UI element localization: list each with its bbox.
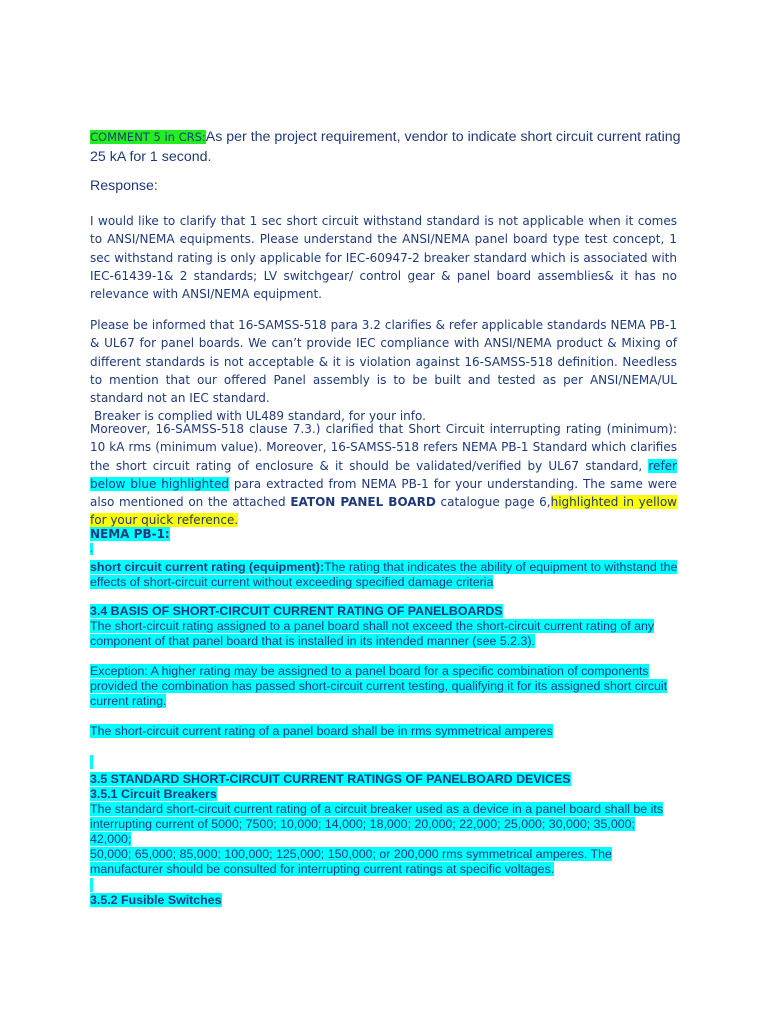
response-label: Response: xyxy=(90,178,158,194)
paragraph-3-part2: para extracted from NEMA PB-1 for your understanding. The same were also mentioned on the attached xyxy=(90,476,677,510)
paragraph-3-part3: catalogue page 6, xyxy=(440,495,551,510)
comment-text-line1: As per the project requirement, vendor to indicate short circuit current rating xyxy=(205,129,681,145)
nema-dot-text: . xyxy=(90,543,94,555)
section-3-4-text: The short-circuit rating assigned to a panel board shall not exceed the short-circuit current rating of any component of that panel board that is installed in its intended manner (see 5.2.3). xyxy=(90,619,655,648)
section-3-5-1-text-2: 50,000; 65,000; 85,000; 100,000; 125,000; 150,000; or 200,000 rms symmetrical amperes. The manufacturer should be consulted for interrupting current ratings at specific voltages. xyxy=(90,847,612,876)
paragraph-2-text: Please be informed that 16-SAMSS-518 para 3.2 clarifies & refer applicable standards NEMA PB-1 & UL67 for panel boards. We can’t provide IEC compliance with ANSI/NEMA product & Mixing of different standards is not acceptable & it is violation against 16-SAMSS-518 definition. Needless to mention that our offered Panel assembly is to be built and tested as per ANSI/NEMA/UL standard not an IEC standard. xyxy=(90,318,677,406)
section-3-5-1-text: The standard short-circuit current rating of a circuit breaker used as a device in a panel board shall be its interrupting current of 5000; 7500; 10,000; 14,000; 18,000; 20,000; 22,000; 25,000; 30,000; 35,000; 42,000; xyxy=(90,802,664,846)
paragraph-3-part1: Moreover, 16-SAMSS-518 clause 7.3.) clarified that Short Circuit interrupting rating (minimum): 10 kA rms (minimum value). Moreover, 16-SAMSS-518 refers NEMA PB-1 Standard which clarifies the short circuit rating of enclosure & it should be validated/verified by UL67 standard, xyxy=(90,422,677,473)
rms-text-content: The short-circuit current rating of a panel board shall be in rms symmetrical amperes xyxy=(90,724,553,738)
comment-block xyxy=(90,127,690,167)
nema-heading xyxy=(90,527,170,541)
comment-tag: COMMENT 5 in CRS: xyxy=(90,130,206,144)
rms-text xyxy=(90,724,678,739)
paragraph-3 xyxy=(90,420,677,530)
section-3-5-heading: 3.5 STANDARD SHORT-CIRCUIT CURRENT RATINGS OF PANELBOARD DEVICES xyxy=(90,772,571,786)
eaton-panel-board-label: EATON PANEL BOARD xyxy=(290,495,436,510)
section-3-5 xyxy=(90,772,678,877)
comment-text-line2: 25 kA for 1 second. xyxy=(90,149,212,165)
paragraph-2-last: Breaker is complied with UL489 standard, for your info. xyxy=(94,409,426,424)
paragraph-1: I would like to clarify that 1 sec short circuit withstand standard is not applicable when it comes to ANSI/NEMA equipments. Please understand the ANSI/NEMA panel board type test concept, 1 sec withstand rating is only applicable for IEC-60947-2 breaker standard which is associated with IEC-61439-1& 2 standards; LV switchgear/ control gear & panel board assemblies& it has no relevance with ANSI/NEMA equipment. xyxy=(90,214,677,302)
nema-definition xyxy=(90,560,678,590)
section-3-4 xyxy=(90,604,678,649)
definition-term: short circuit current rating (equipment): xyxy=(90,560,325,574)
section-3-4-heading: 3.4 BASIS OF SHORT-CIRCUIT CURRENT RATING OF PANELBOARDS xyxy=(90,604,503,618)
highlight-spacer-2 xyxy=(90,878,93,892)
highlight-spacer xyxy=(90,755,93,769)
paragraph-2 xyxy=(90,316,677,426)
definition-text: The rating that indicates the ability of equipment to withstand the effects of short-circuit current without exceeding specified damage criteria xyxy=(90,560,678,589)
exception-text xyxy=(90,664,678,709)
section-3-5-2 xyxy=(90,893,678,908)
blue-highlight-note: refer below blue highlighted xyxy=(90,458,677,491)
exception-text-content: Exception: A higher rating may be assigned to a panel board for a specific combination of components provided the combination has passed short-circuit current testing, qualifying it for its assigned short circuit current rating. xyxy=(90,664,668,708)
section-3-5-1-heading: 3.5.1 Circuit Breakers xyxy=(90,787,217,801)
yellow-highlight-note: highlighted in yellow for your quick reference. xyxy=(90,495,677,528)
nema-heading-text: NEMA PB-1: xyxy=(90,527,170,541)
section-3-5-2-heading: 3.5.2 Fusible Switches xyxy=(90,893,222,907)
nema-dot xyxy=(90,543,93,555)
